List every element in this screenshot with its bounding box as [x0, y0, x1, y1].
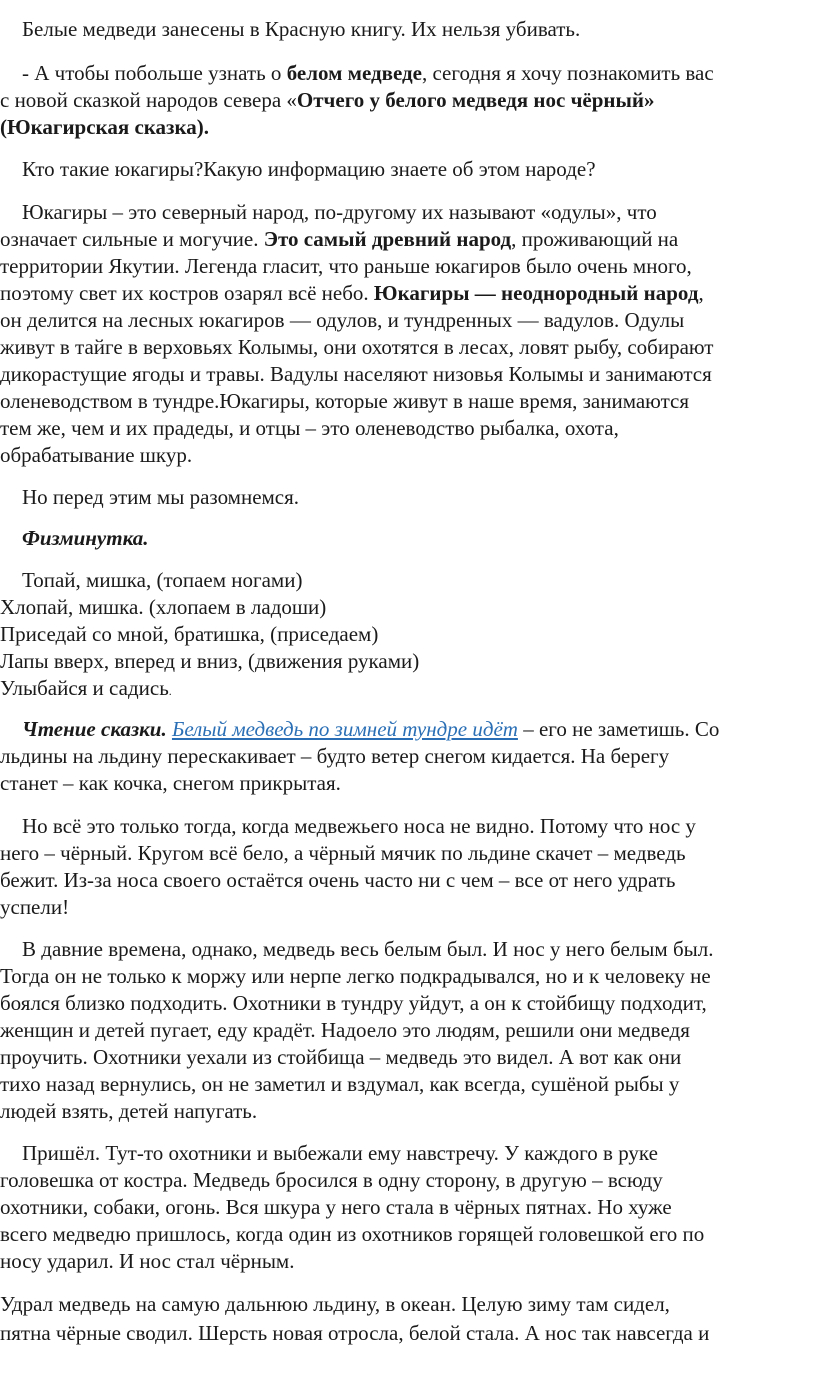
text-line: В давние времена, однако, медведь весь белым был. И нос у него белым был.: [22, 937, 714, 961]
text-line: Но всё это только тогда, когда медвежьего носа не видно. Потому что нос у: [22, 814, 696, 838]
text-line: он делится на лесных юкагиров — одулов, и тундренных — вадулов. Одулы: [0, 308, 685, 332]
poem-line: Улыбайся и садись.: [0, 676, 172, 700]
text-line: Чтение сказки. Белый медведь по зимней тундре идёт – его не заметишь. Со: [22, 717, 720, 741]
text-line: пятна чёрные сводил. Шерсть новая отросла, белой стала. А нос так навсегда и: [0, 1321, 710, 1345]
text-line: него – чёрный. Кругом всё бело, а чёрный мячик по льдине скачет – медведь: [0, 841, 686, 865]
poem-line: Лапы вверх, вперед и вниз, (движения руками): [0, 649, 420, 673]
text-line: оленеводством в тундре.Юкагиры, которые живут в наше время, занимаются: [0, 389, 690, 413]
text-line: женщин и детей пугает, еду крадёт. Надоело это людям, решили они медведя: [0, 1018, 690, 1042]
text-line: территории Якутии. Легенда гласит, что раньше юкагиров было очень много,: [0, 254, 692, 278]
text-line: [0, 114, 209, 141]
text-line: бежит. Из-за носа своего остаётся очень часто ни с чем – все от него удрать: [0, 868, 676, 892]
text-line: тихо назад вернулись, он не заметил и вздумал, как всегда, сушёной рыбы у: [0, 1072, 680, 1096]
poem-line: Хлопай, мишка. (хлопаем в ладоши): [0, 595, 327, 619]
text-line: Но перед этим мы разомнемся.: [22, 485, 300, 509]
text-line: станет – как кочка, снегом прикрытая.: [0, 771, 341, 795]
text-line: Кто такие юкагиры?Какую информацию знаете об этом народе?: [22, 157, 596, 181]
bold-phrase: Это самый древний народ: [263, 227, 512, 251]
section-heading: Чтение сказки.: [22, 717, 167, 741]
text-line: Удрал медведь на самую дальнюю льдину, в океан. Целую зиму там сидел,: [0, 1292, 670, 1316]
text-line: Белые медведи занесены в Красную книгу. Их нельзя убивать.: [22, 17, 581, 41]
text-line: обрабатывание шкур.: [0, 443, 193, 467]
poem-line: Топай, мишка, (топаем ногами): [22, 568, 303, 592]
text-line: означает сильные и могучие. Это самый древний народ, проживающий на: [0, 227, 679, 251]
text-line: дикорастущие ягоды и травы. Вадулы населяют низовья Колымы и занимаются: [0, 362, 712, 386]
text-line: Юкагиры – это северный народ, по-другому их называют «одулы», что: [22, 200, 657, 224]
text-line: тем же, чем и их прадеды, и отцы – это оленеводство рыбалка, охота,: [0, 416, 619, 440]
section-heading: Физминутка.: [22, 526, 149, 550]
text-line: с новой сказкой народов севера «Отчего у белого медведя нос чёрный»: [0, 88, 655, 112]
text-line: проучить. Охотники уехали из стойбища – медведь это видел. А вот как они: [0, 1045, 682, 1069]
text-line: охотники, собаки, огонь. Вся шкура у него стала в чёрных пятнах. Но хуже: [0, 1195, 672, 1219]
text-line: - А чтобы побольше узнать о белом медведе, сегодня я хочу познакомить вас: [22, 61, 714, 85]
text-line: боялся близко подходить. Охотники в тундру уйдут, а он к стойбищу подходит,: [0, 991, 707, 1015]
text-line: носу ударил. И нос стал чёрным.: [0, 1249, 295, 1273]
story-link[interactable]: Белый медведь по зимней тундре идёт: [171, 717, 518, 741]
poem-line: Приседай со мной, братишка, (приседаем): [0, 622, 379, 646]
text-line: всего медведю пришлось, когда один из охотников горящей головешкой его по: [0, 1222, 705, 1246]
text-line: головешка от костра. Медведь бросился в одну сторону, в другую – всюду: [0, 1168, 663, 1192]
story-title: Отчего у белого медведя нос чёрный»: [296, 88, 655, 112]
text-line: людей взять, детей напугать.: [0, 1099, 258, 1123]
text-line: поэтому свет их костров озарял всё небо. Юкагиры — неоднородный народ,: [0, 281, 704, 305]
text-line: Пришёл. Тут-то охотники и выбежали ему навстречу. У каждого в руке: [22, 1141, 658, 1165]
story-subtitle: (Юкагирская сказка).: [0, 115, 210, 139]
text-line: Тогда он не только к моржу или нерпе легко подкрадывался, но и к человеку не: [0, 964, 711, 988]
text-line: льдины на льдину перескакивает – будто ветер снегом кидается. На берегу: [0, 744, 670, 768]
bold-phrase: белом медведе: [286, 61, 422, 85]
text-line: успели!: [0, 895, 70, 919]
text-line: живут в тайге в верховьях Колымы, они охотятся в лесах, ловят рыбу, собирают: [0, 335, 714, 359]
bold-phrase: Юкагиры — неоднородный народ: [373, 281, 699, 305]
